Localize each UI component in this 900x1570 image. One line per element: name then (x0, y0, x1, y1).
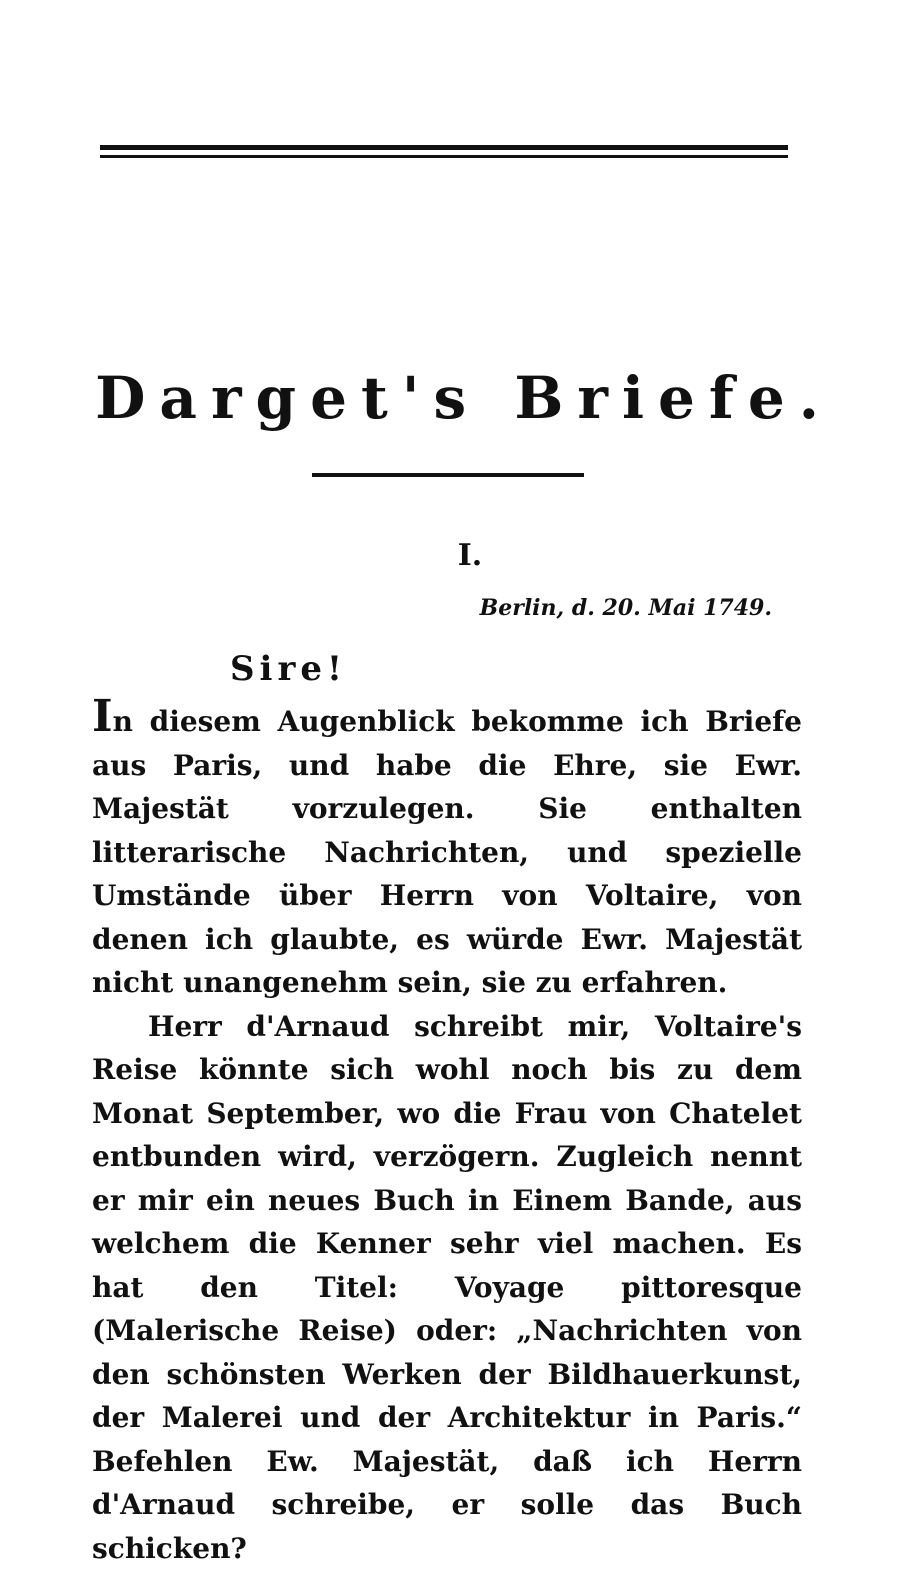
top-double-rule (100, 145, 788, 161)
salutation: Sire! (230, 644, 347, 694)
dateline: Berlin, d. 20. Mai 1749. (480, 592, 772, 624)
title-rule (312, 473, 584, 477)
top-rule-thin (100, 155, 788, 158)
top-rule-thick (100, 145, 788, 150)
chapter-title: Darget's Briefe. (0, 358, 900, 438)
paragraph-2: Herr d'Arnaud schreibt mir, Voltaire's Reise könnte sich wohl noch bis zu dem Monat September, wo die Frau von Chatelet entbunden wird, verzögern. Zugleich nennt er mir ein neues Buch in Einem Bande, aus welchem die Kenner sehr viel machen. Es hat den Titel: Voyage pittoresque (Malerische Reise) oder: „Nachrichten von den schönsten Werken der Bildhauerkunst, der Malerei und der Architektur in Paris.“ Befehlen Ew. Majestät, daß ich Herrn d'Arnaud schreibe, er solle das Buch schicken? (92, 1005, 802, 1570)
letter-number: I. (0, 536, 900, 576)
initial-letter: I (92, 691, 113, 742)
paragraph-1-text: n diesem Augenblick bekomme ich Briefe aus Paris, und habe die Ehre, sie Ewr. Majestät vorzulegen. Sie enthalten litterarische Nachrichten, und spezielle Umstände über Herrn von Voltaire, von denen ich glaubte, es würde Ewr. Majestät nicht unangenehm sein, sie zu erfahren. (92, 705, 802, 999)
paragraph-1 (92, 700, 802, 1005)
letter-body (92, 700, 802, 1570)
